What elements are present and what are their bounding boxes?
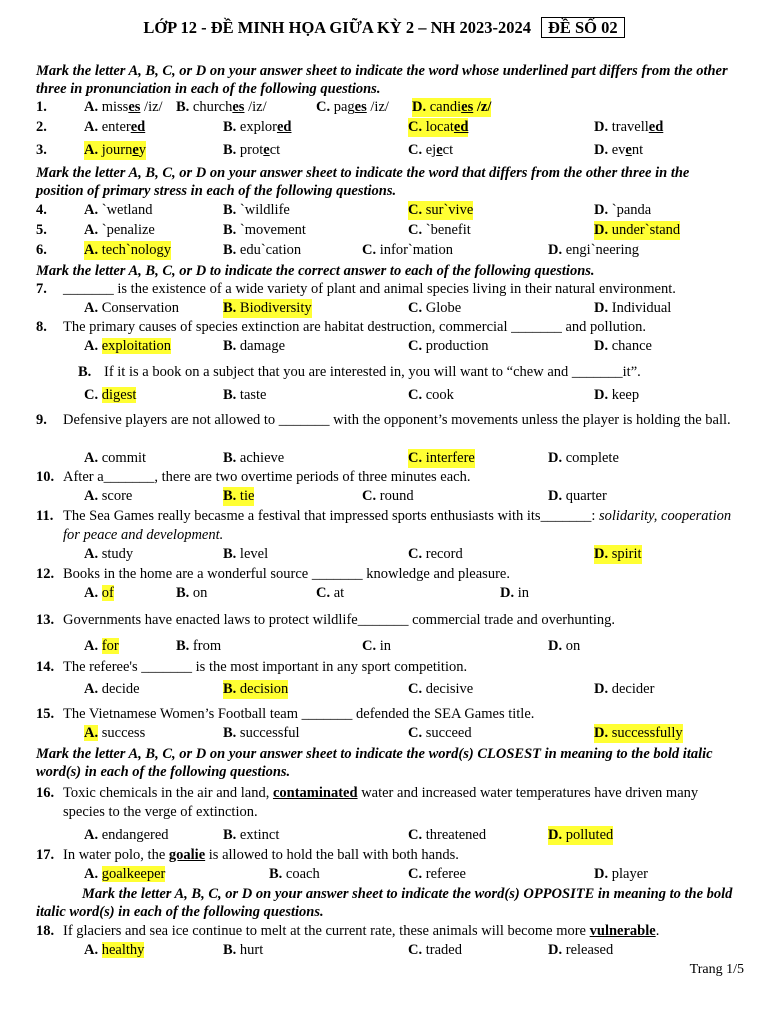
option-c[interactable]: C. threatened (408, 827, 487, 843)
option-b[interactable]: B. from (176, 638, 222, 654)
question-10 (36, 468, 742, 504)
question-12 (36, 565, 742, 601)
question-text: Books in the home are a wonderful source _______ knowledge and pleasure. (63, 566, 510, 582)
question-text: _______ is the existence of a wide variety of plant and animal species living in their natural environment. (63, 281, 676, 297)
options (84, 337, 744, 356)
question-number: 9. (36, 412, 47, 428)
title-text: LỚP 12 - ĐỀ MINH HỌA GIỮA KỲ 2 – NH 2023-2024 (143, 18, 531, 37)
option-a[interactable]: A. commit (84, 450, 147, 466)
question-13 (36, 611, 742, 654)
option-d[interactable]: D. event (594, 142, 644, 158)
option-a-answer[interactable]: A. success (84, 725, 146, 741)
instruction-correct-answer: Mark the letter A, B, C, or D to indicate the correct answer to each of the following questions. (36, 263, 595, 279)
option-d[interactable]: D. quarter (548, 488, 607, 504)
option-c[interactable]: C. referee (408, 866, 466, 882)
option-c[interactable]: C. succeed (408, 725, 472, 741)
option-d-answer[interactable]: D. successfully (594, 725, 683, 741)
question-number: 7. (36, 281, 47, 297)
question-number: 3. (36, 142, 47, 158)
question-text: The primary causes of species extinction are habitat destruction, commercial _______ and pollution. (63, 319, 647, 335)
option-c[interactable]: C. `benefit (408, 222, 471, 238)
option-d[interactable]: D. Individual (594, 300, 672, 316)
option-d-answer[interactable]: D. spirit (594, 546, 642, 562)
option-d[interactable]: D. released (548, 942, 614, 958)
question-number: 13. (36, 612, 55, 628)
question-number: 8. (36, 319, 47, 335)
option-b[interactable]: B. coach (269, 866, 320, 882)
option-b[interactable]: B. taste (223, 387, 267, 403)
option-c[interactable]: C. infor`mation (362, 242, 454, 258)
options (84, 637, 744, 656)
option-c-answer[interactable]: C. sur`vive (408, 202, 474, 218)
option-b[interactable]: B. edu`cation (223, 242, 302, 258)
option-b-answer[interactable]: B. Biodiversity (223, 300, 312, 316)
options (84, 118, 744, 137)
option-a[interactable]: A. score (84, 488, 133, 504)
options (84, 449, 744, 468)
option-a-answer[interactable]: A. healthy (84, 942, 145, 958)
question-11 (36, 507, 742, 562)
option-c[interactable]: C. Globe (408, 300, 462, 316)
option-b[interactable]: B. churches /iz/ (176, 99, 267, 115)
option-c[interactable]: C. round (362, 488, 414, 504)
page-number: Trang 1/5 (689, 962, 744, 977)
question-number: 4. (36, 202, 47, 218)
option-d-answer[interactable]: D. under`stand (594, 222, 681, 238)
question-number: 12. (36, 566, 55, 582)
option-d[interactable]: D. on (548, 638, 581, 654)
question-7 (36, 280, 742, 316)
question-number: 5. (36, 222, 47, 238)
options (84, 724, 744, 743)
question-number: B. (78, 364, 92, 380)
option-d[interactable]: D. in (500, 585, 530, 601)
option-a[interactable]: A. `penalize (84, 222, 155, 238)
question-8b (36, 363, 742, 403)
question-8 (36, 318, 742, 354)
options (84, 221, 744, 240)
instruction-opposite: Mark the letter A, B, C, or D on your answer sheet to indicate the word(s) OPPOSITE in meaning to the bold italic word(s) in each of the following questions. (36, 886, 733, 920)
question-text: The referee's _______ is the most important in any sport competition. (63, 659, 468, 675)
options (84, 584, 744, 603)
question-16 (36, 784, 742, 843)
question-number: 10. (36, 469, 55, 485)
options (84, 487, 744, 506)
question-number: 17. (36, 847, 55, 863)
option-c[interactable]: C. production (408, 338, 489, 354)
options (84, 201, 744, 220)
option-b[interactable]: B. on (176, 585, 208, 601)
option-a[interactable]: A. `wetland (84, 202, 153, 218)
question-18 (36, 922, 742, 958)
question-14 (36, 658, 742, 697)
options (84, 545, 744, 564)
option-a-answer[interactable]: A. tech`nology (84, 242, 171, 258)
option-b[interactable]: B. extinct (223, 827, 280, 843)
option-b[interactable]: B. `wildlife (223, 202, 290, 218)
option-a[interactable]: A. study (84, 546, 134, 562)
option-c-answer[interactable]: C. interfere (408, 450, 475, 466)
option-a[interactable]: A. endangered (84, 827, 169, 843)
option-a-answer[interactable]: A. exploitation (84, 338, 171, 354)
options (84, 299, 744, 318)
instruction-pronunciation: Mark the letter A, B, C, or D on your answer sheet to indicate the word whose underlined part differs from the other three in pronunciation in each of the following questions. (36, 63, 728, 97)
options (84, 941, 744, 960)
option-c-answer[interactable]: C. located (408, 119, 469, 135)
options (84, 241, 744, 260)
option-b[interactable]: B. level (223, 546, 269, 562)
question-number: 14. (36, 659, 55, 675)
option-c[interactable]: C. eject (408, 142, 454, 158)
option-b-answer[interactable]: B. tie (223, 488, 255, 504)
option-d[interactable]: D. keep (594, 387, 640, 403)
question-number: 16. (36, 785, 55, 801)
options (84, 141, 744, 160)
option-a-answer[interactable]: A. goalkeeper (84, 866, 166, 882)
option-d-answer[interactable]: D. polluted (548, 827, 614, 843)
question-text: The Vietnamese Women’s Football team _______ defended the SEA Games title. (63, 706, 535, 722)
option-d[interactable]: D. chance (594, 338, 652, 354)
options (84, 680, 744, 699)
question-17 (36, 846, 742, 882)
option-c[interactable]: C. in (362, 638, 392, 654)
option-b[interactable]: B. achieve (223, 450, 285, 466)
question-number: 11. (36, 508, 54, 524)
option-d[interactable]: D. travelled (594, 119, 664, 135)
option-d[interactable]: D. engi`neering (548, 242, 640, 258)
page-title (0, 18, 768, 38)
option-c[interactable]: C. traded (408, 942, 462, 958)
option-b-answer[interactable]: B. decision (223, 681, 289, 697)
question-text: If glaciers and sea ice continue to melt at the current rate, these animals will become more vulnerable. (63, 923, 660, 939)
options (84, 865, 744, 884)
option-a[interactable]: A. decide (84, 681, 140, 697)
question-15 (36, 705, 742, 741)
option-a[interactable]: A. misses /iz/ (84, 99, 163, 115)
option-a-answer[interactable]: A. for (84, 638, 119, 654)
instruction-closest: Mark the letter A, B, C, or D on your answer sheet to indicate the word(s) CLOSEST in meaning to the bold italic word(s) in each of the following questions. (36, 746, 713, 780)
option-b[interactable]: B. damage (223, 338, 286, 354)
option-a-answer[interactable]: A. journey (84, 142, 147, 158)
option-a[interactable]: A. Conservation (84, 300, 180, 316)
option-b[interactable]: B. `movement (223, 222, 306, 238)
option-c[interactable]: C. at (316, 585, 345, 601)
options (84, 386, 744, 405)
question-number: 6. (36, 242, 47, 258)
option-d[interactable]: D. complete (548, 450, 619, 466)
question-text: Toxic chemicals in the air and land, contaminated water and increased water temperatures have driven many species to the verge of extinction. (63, 785, 699, 820)
option-a-answer[interactable]: A. of (84, 585, 114, 601)
option-b[interactable]: B. explored (223, 119, 292, 135)
question-text: Governments have enacted laws to protect wildlife_______ commercial trade and overhunting. (63, 612, 616, 628)
question-text: If it is a book on a subject that you are interested in, you will want to “chew and _______it”. (104, 364, 641, 380)
exam-code-badge: ĐỀ SỐ 02 (541, 17, 625, 38)
option-d[interactable]: D. player (594, 866, 648, 882)
options (84, 826, 744, 845)
option-b[interactable]: B. hurt (223, 942, 264, 958)
question-text: In water polo, the goalie is allowed to hold the ball with both hands. (63, 847, 459, 863)
option-d[interactable]: D. `panda (594, 202, 652, 218)
option-d-answer[interactable]: D. candies /z/ (412, 99, 492, 115)
option-c[interactable]: C. pages /iz/ (316, 99, 389, 115)
option-b[interactable]: B. protect (223, 142, 281, 158)
question-text: The Sea Games really becasme a festival that impressed sports enthusiasts with its_______: solidarity, cooperation for peace and development. (63, 508, 732, 543)
option-c[interactable]: C. cook (408, 387, 454, 403)
option-a[interactable]: A. entered (84, 119, 146, 135)
question-text: After a_______, there are two overtime periods of three minutes each. (63, 469, 471, 485)
question-number: 15. (36, 706, 55, 722)
question-text: Defensive players are not allowed to _______ with the opponent’s movements unless the player is holding the ball. (63, 412, 731, 428)
instruction-stress: Mark the letter A, B, C, or D on your answer sheet to indicate the word that differs from the other three in the position of primary stress in each of the following questions. (36, 165, 690, 199)
option-c-answer[interactable]: C. digest (84, 387, 137, 403)
option-d[interactable]: D. decider (594, 681, 655, 697)
options (84, 98, 744, 117)
question-number: 1. (36, 99, 47, 115)
option-c[interactable]: C. record (408, 546, 463, 562)
question-number: 18. (36, 923, 55, 939)
question-9 (36, 411, 742, 466)
question-number: 2. (36, 119, 47, 135)
option-b[interactable]: B. successful (223, 725, 300, 741)
option-c[interactable]: C. decisive (408, 681, 474, 697)
